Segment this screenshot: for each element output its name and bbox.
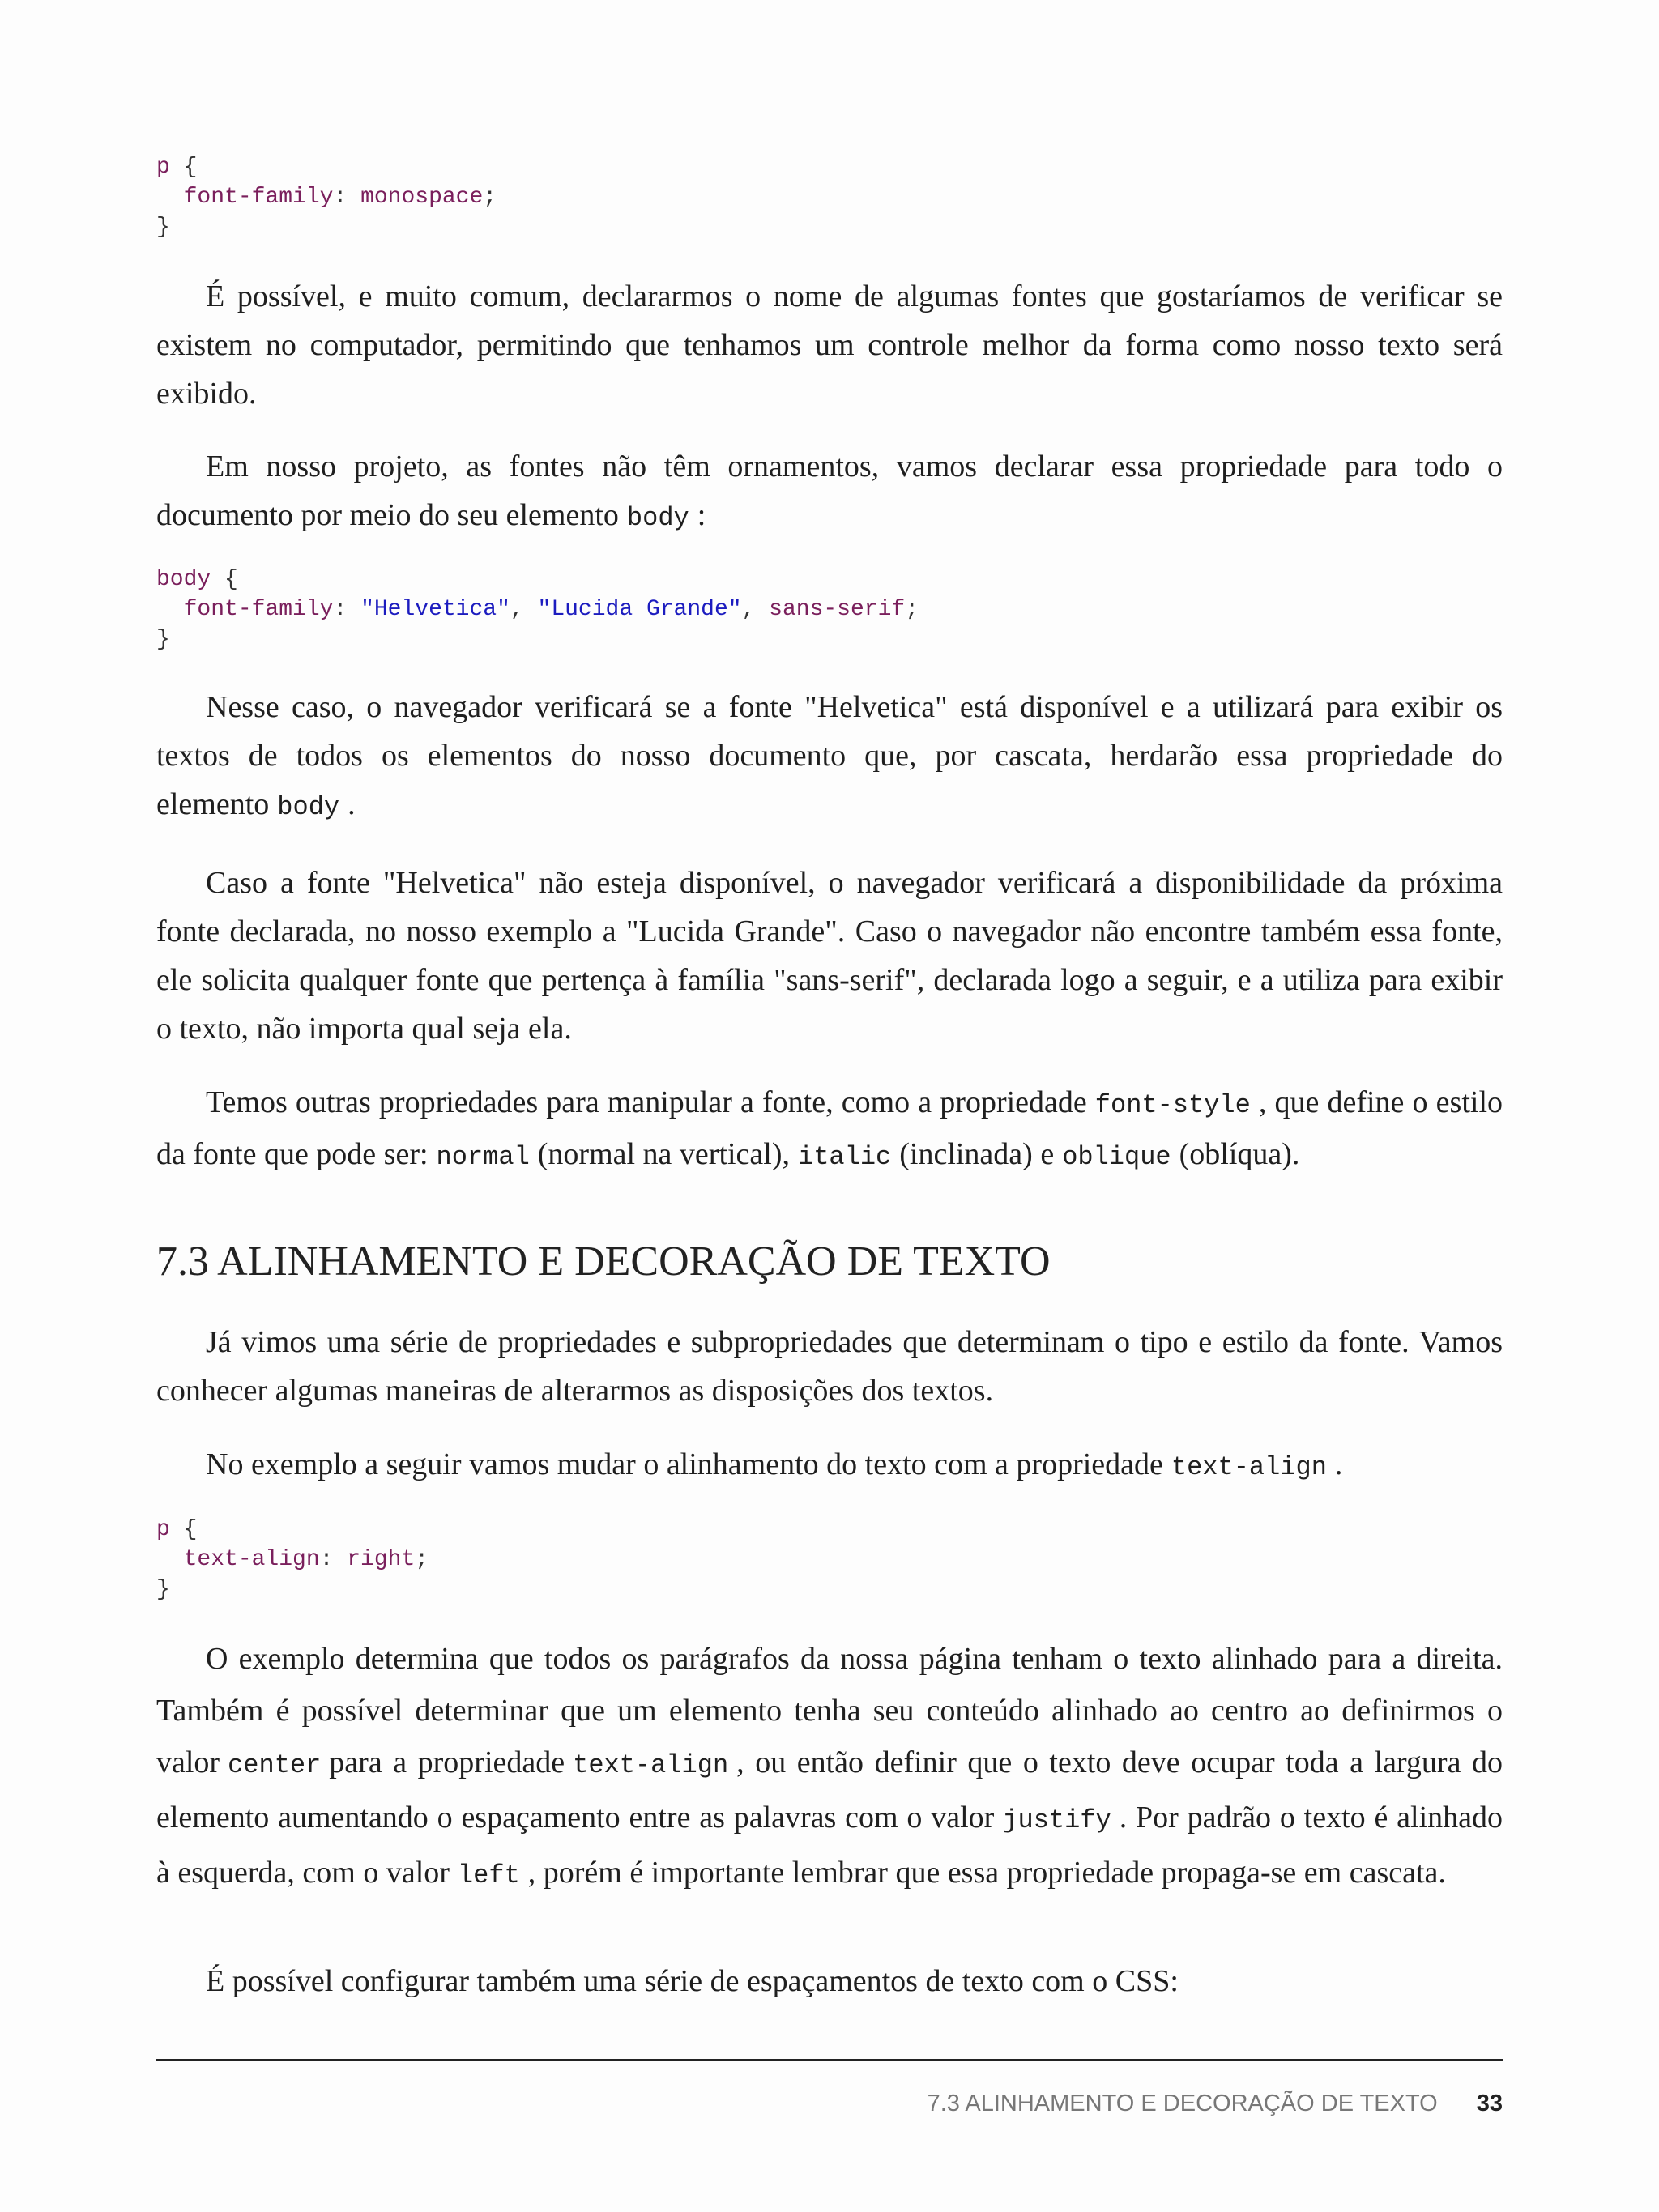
- code-block-monospace: p { font-family: monospace; }: [156, 155, 497, 240]
- code-value: right: [347, 1547, 416, 1572]
- section-heading: 7.3 ALINHAMENTO E DECORAÇÃO DE TEXTO: [156, 1238, 1051, 1285]
- paragraph-font-list: É possível, e muito comum, declararmos o nome de algumas fontes que gostaríamos de verificar se existem no computador, permitindo que tenhamos um controle melhor da forma como nosso texto será exibido.: [156, 279, 1503, 411]
- inline-code-body: body: [626, 503, 689, 533]
- code-property: text-align: [183, 1547, 320, 1572]
- inline-code-left: left: [457, 1860, 520, 1890]
- inline-code-text-align: text-align: [1171, 1452, 1327, 1482]
- page-number: 33: [1476, 2091, 1503, 2116]
- paragraph-spacing-intro: É possível configurar também uma série de espaçamentos de texto com o CSS:: [206, 1964, 1179, 1998]
- inline-code-text-align: text-align: [573, 1750, 729, 1780]
- code-value: monospace: [360, 185, 484, 210]
- code-string: "Lucida Grande": [537, 597, 742, 622]
- code-property: font-family: [183, 185, 334, 210]
- paragraph-helvetica: Nesse caso, o navegador verificará se a fonte "Helvetica" está disponível e a utilizará para exibir os textos de todos os elementos do nosso documento que, por cascata, herdarão essa propriedade do elemento body .: [156, 690, 1503, 822]
- paragraph-text-align: No exemplo a seguir vamos mudar o alinhamento do texto com a propriedade text-align .: [206, 1447, 1343, 1482]
- code-block-body-font: body { font-family: "Helvetica", "Lucida Grande", sans-serif; }: [156, 567, 919, 652]
- paragraph-alignment-values: O exemplo determina que todos os parágrafos da nossa página tenham o texto alinhado para a direita. Também é possível determinar que um elemento tenha seu conteúdo alinhado ao centro ao definirmos o valor center para a propriedade text-align , ou então definir que o texto deve ocupar toda a largura do elemento aumentando o espaçamento entre as palavras com o valor justify . Por padrão o texto é alinhado à esquerda, com o valor left , porém é importante lembrar que essa propriedade propaga-se em cascata.: [156, 1642, 1503, 1890]
- code-selector: p: [156, 155, 170, 180]
- inline-code-italic: italic: [798, 1142, 892, 1172]
- inline-code-justify: justify: [1002, 1805, 1111, 1835]
- paragraph-body-font: Em nosso projeto, as fontes não têm ornamentos, vamos declarar essa propriedade para todo o documento por meio do seu elemento body :: [156, 450, 1503, 533]
- document-page: [156, 0, 1503, 2212]
- code-selector: body: [156, 567, 211, 592]
- code-value: sans-serif: [769, 597, 906, 622]
- footer-section-title: 7.3 ALINHAMENTO E DECORAÇÃO DE TEXTO: [927, 2091, 1438, 2116]
- code-block-text-align: p { text-align: right; }: [156, 1517, 429, 1602]
- code-property: font-family: [183, 597, 334, 622]
- inline-code-body: body: [277, 792, 340, 822]
- page-footer: [928, 2091, 1503, 2117]
- inline-code-center: center: [228, 1750, 322, 1780]
- paragraph-font-style: Temos outras propriedades para manipular a fonte, como a propriedade font-style , que define o estilo da fonte que pode ser: normal (normal na vertical), italic (inclinada) e oblique (oblíqua).: [156, 1085, 1503, 1172]
- inline-code-normal: normal: [436, 1142, 530, 1172]
- footer-rule: [156, 2059, 1503, 2061]
- code-string: "Helvetica": [360, 597, 510, 622]
- inline-code-oblique: oblique: [1062, 1142, 1171, 1172]
- paragraph-fallback: Caso a fonte "Helvetica" não esteja disponível, o navegador verificará a disponibilidade da próxima fonte declarada, no nosso exemplo a "Lucida Grande". Caso o navegador não encontre também essa fonte, ele solicita qualquer fonte que pertença à família "sans-serif", declarada logo a seguir, e a utiliza para exibir o texto, não importa qual seja ela.: [156, 866, 1503, 1046]
- paragraph-intro-alignment: Já vimos uma série de propriedades e subpropriedades que determinam o tipo e estilo da fonte. Vamos conhecer algumas maneiras de alterarmos as disposições dos textos.: [156, 1325, 1503, 1408]
- code-selector: p: [156, 1517, 170, 1542]
- inline-code-font-style: font-style: [1094, 1090, 1251, 1120]
